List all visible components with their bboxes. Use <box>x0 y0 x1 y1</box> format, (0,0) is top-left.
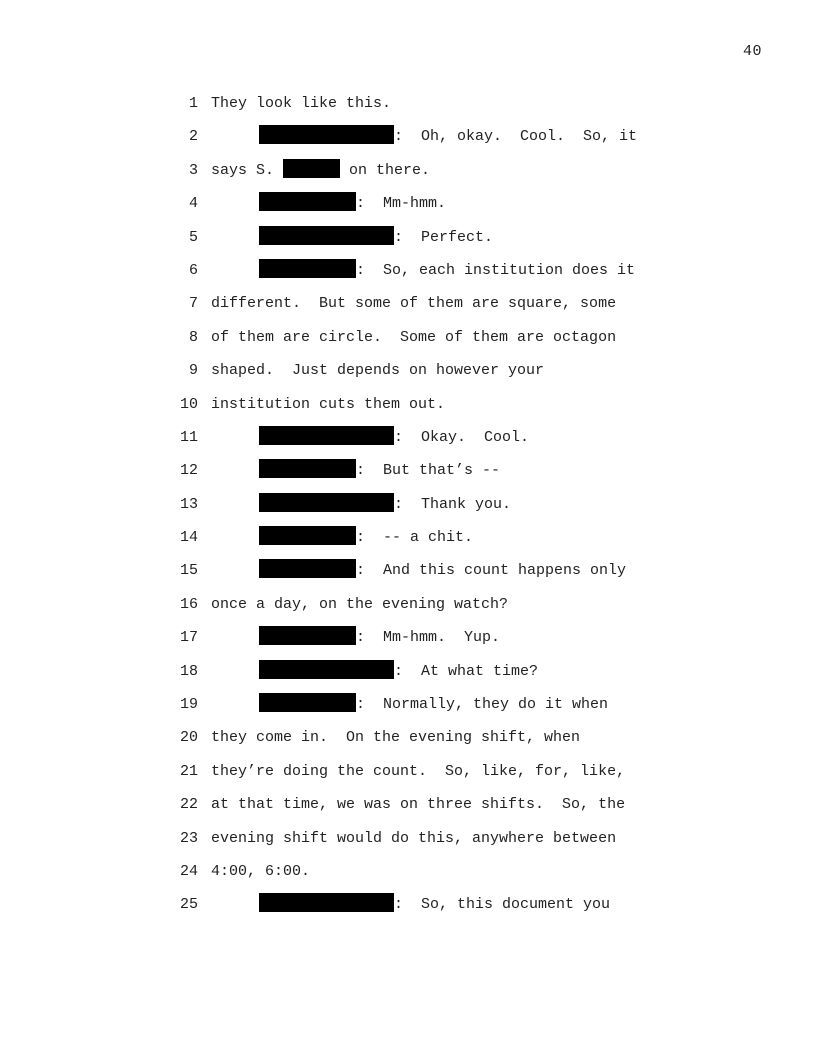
line-number: 16 <box>179 595 198 613</box>
transcript-line <box>0 755 816 788</box>
line-text: evening shift would do this, anywhere between <box>211 829 617 847</box>
transcript-line <box>0 621 816 654</box>
transcript-line <box>0 488 816 521</box>
redacted-speaker-name <box>259 192 356 211</box>
transcript-line <box>0 788 816 821</box>
line-number: 21 <box>179 762 198 780</box>
line-number: 5 <box>188 228 198 246</box>
line-number: 2 <box>188 128 198 146</box>
redacted-speaker-name <box>259 893 394 912</box>
line-text: different. But some of them are square, some <box>211 295 617 313</box>
redacted-speaker-name <box>259 125 394 144</box>
transcript-line <box>0 287 816 320</box>
redacted-speaker-name <box>259 526 356 545</box>
line-number: 13 <box>179 495 198 513</box>
transcript-line <box>0 521 816 554</box>
transcript-line <box>0 822 816 855</box>
line-text: institution cuts them out. <box>211 395 446 413</box>
transcript-line <box>0 354 816 387</box>
line-text: : So, each institution does it <box>356 261 636 279</box>
line-text: they come in. On the evening shift, when <box>211 729 581 747</box>
line-text: says S. <box>211 161 284 179</box>
line-number: 19 <box>179 696 198 714</box>
line-number: 20 <box>179 729 198 747</box>
line-text: : Mm-hmm. Yup. <box>356 629 501 647</box>
line-text: shaped. Just depends on however your <box>211 362 545 380</box>
line-text: They look like this. <box>211 95 392 112</box>
line-number: 24 <box>179 862 198 880</box>
redacted-speaker-name <box>259 426 394 445</box>
redacted-speaker-name <box>259 626 356 645</box>
transcript-line <box>0 388 816 421</box>
line-number: 3 <box>188 161 198 179</box>
redacted-name <box>283 159 340 178</box>
line-number: 10 <box>179 395 198 413</box>
transcript-line <box>0 855 816 888</box>
transcript-line <box>0 888 816 921</box>
line-number: 17 <box>179 629 198 647</box>
transcript-line <box>0 454 816 487</box>
redacted-speaker-name <box>259 559 356 578</box>
line-text: : Perfect. <box>394 228 494 246</box>
redacted-speaker-name <box>259 226 394 245</box>
line-number: 4 <box>188 195 198 213</box>
transcript-line <box>0 588 816 621</box>
transcript-line <box>0 688 816 721</box>
line-number: 8 <box>188 328 198 346</box>
redacted-speaker-name <box>259 259 356 278</box>
line-text: on there. <box>340 161 431 179</box>
line-text: of them are circle. Some of them are octagon <box>211 328 617 346</box>
line-number: 14 <box>179 529 198 547</box>
line-number: 9 <box>188 362 198 380</box>
line-text: once a day, on the evening watch? <box>211 595 509 613</box>
redacted-speaker-name <box>259 493 394 512</box>
line-number: 7 <box>188 295 198 313</box>
line-text: at that time, we was on three shifts. So, the <box>211 796 626 814</box>
redacted-speaker-name <box>259 459 356 478</box>
transcript-body <box>0 87 816 922</box>
line-text: : Thank you. <box>394 495 512 513</box>
line-number: 6 <box>188 261 198 279</box>
line-text: 4:00, 6:00. <box>211 862 311 880</box>
transcript-line <box>0 421 816 454</box>
line-number: 1 <box>188 95 198 112</box>
transcript-line <box>0 87 816 120</box>
line-number: 22 <box>179 796 198 814</box>
redacted-speaker-name <box>259 693 356 712</box>
line-text: : Okay. Cool. <box>394 428 530 446</box>
transcript-line <box>0 221 816 254</box>
line-text: : Normally, they do it when <box>356 696 609 714</box>
line-text: : And this count happens only <box>356 562 627 580</box>
transcript-line <box>0 721 816 754</box>
line-number: 25 <box>179 896 198 914</box>
line-number: 18 <box>179 662 198 680</box>
line-number: 11 <box>179 428 198 446</box>
transcript-line <box>0 154 816 187</box>
transcript-line <box>0 120 816 153</box>
line-text: : Mm-hmm. <box>356 195 447 213</box>
line-number: 12 <box>179 462 198 480</box>
line-number: 15 <box>179 562 198 580</box>
transcript-line <box>0 655 816 688</box>
transcript-line <box>0 321 816 354</box>
page-number: 40 <box>742 43 762 60</box>
line-text: : At what time? <box>394 662 539 680</box>
line-text: : -- a chit. <box>356 529 474 547</box>
line-number: 23 <box>179 829 198 847</box>
transcript-line <box>0 554 816 587</box>
line-text: : But that’s -- <box>356 462 501 480</box>
transcript-line <box>0 254 816 287</box>
line-text: they’re doing the count. So, like, for, like, <box>211 762 626 780</box>
redacted-speaker-name <box>259 660 394 679</box>
line-text: : Oh, okay. Cool. So, it <box>394 128 638 146</box>
line-text: : So, this document you <box>394 896 611 914</box>
transcript-line <box>0 187 816 220</box>
